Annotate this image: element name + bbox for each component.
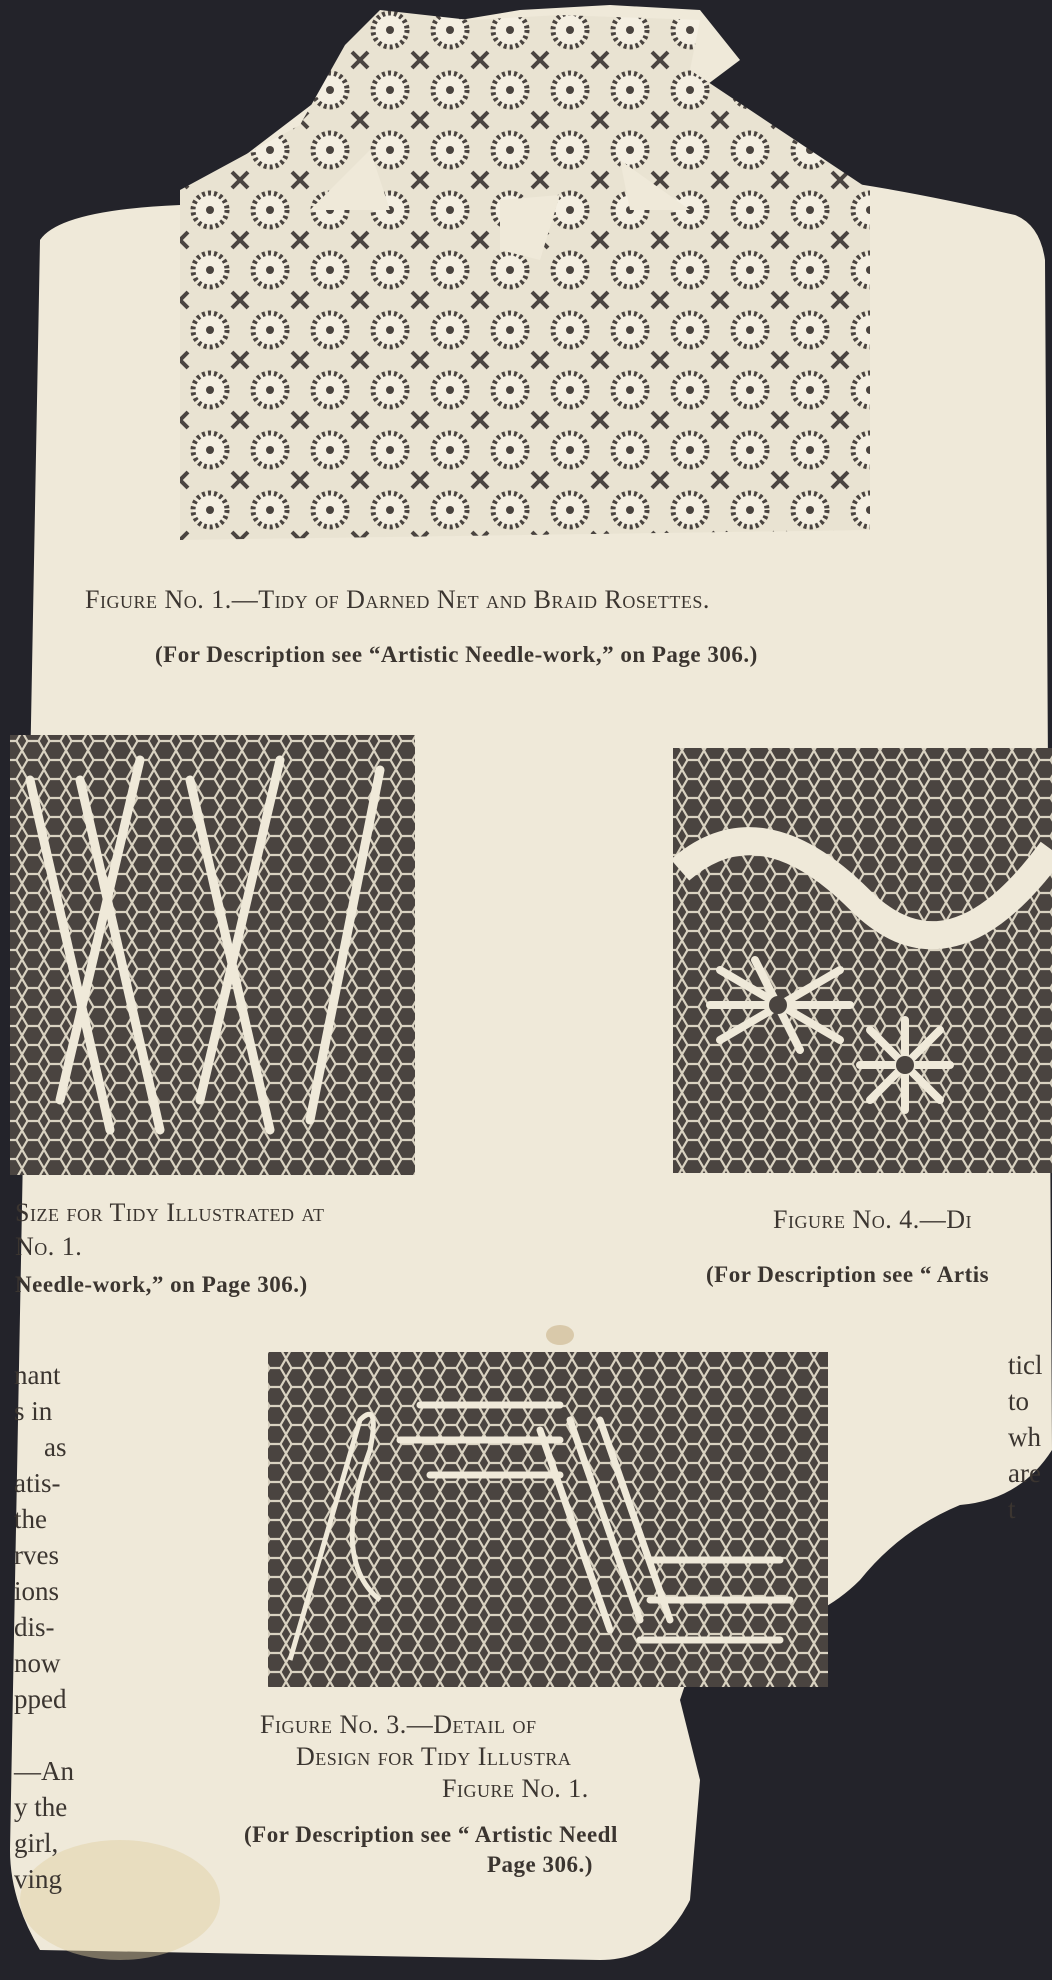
text-line: atis- (14, 1468, 61, 1498)
figure1-tidy-illustration (180, 10, 870, 540)
figure3-caption-line2: Design for Tidy Illustra (296, 1742, 572, 1771)
figure4-caption: Figure No. 4.—Di (773, 1205, 972, 1234)
figure3-caption-line1: Figure No. 3.—Detail of (260, 1710, 537, 1739)
text-line: the (14, 1504, 47, 1534)
text-line: —An (14, 1756, 74, 1786)
figure3-caption-line3: Figure No. 1. (442, 1774, 589, 1803)
text-line: dis- (14, 1612, 55, 1642)
figure1-caption: Figure No. 1.—Tidy of Darned Net and Braid Rosettes. (85, 585, 710, 614)
text-line: t (1008, 1494, 1016, 1524)
figure1-reference: (For Description see “Artistic Needle-work,” on Page 306.) (155, 642, 758, 667)
text-line: ticl (1008, 1350, 1043, 1380)
figure4-darned-net-image (673, 748, 1052, 1173)
text-line: ions (14, 1576, 60, 1606)
text-line: as (44, 1432, 67, 1462)
text-line: ving (14, 1864, 63, 1894)
text-line: wh (1008, 1422, 1041, 1452)
text-line: s in (14, 1396, 53, 1426)
right-text-column (1008, 1347, 1043, 1527)
text-line: rves (14, 1540, 59, 1570)
text-line: to (1008, 1386, 1030, 1416)
text-line: pped (14, 1684, 67, 1714)
text-line: nant (14, 1360, 61, 1390)
figure3-reference-line1: (For Description see “ Artistic Needl (244, 1822, 618, 1847)
figure2-reference: Needle-work,” on Page 306.) (15, 1272, 308, 1297)
figure4-reference: (For Description see “ Artis (706, 1262, 990, 1287)
text-line: y the (14, 1792, 68, 1822)
figure2-caption-line2: No. 1. (15, 1232, 83, 1261)
text-line: girl, (14, 1828, 59, 1858)
text-line: are (1008, 1458, 1041, 1488)
text-line: now (14, 1648, 61, 1678)
text-line (14, 1717, 74, 1753)
figure3-reference-line2: Page 306.) (487, 1852, 593, 1877)
left-text-column (14, 1357, 74, 1897)
figure2-caption-line1: Size for Tidy Illustrated at (15, 1198, 325, 1227)
